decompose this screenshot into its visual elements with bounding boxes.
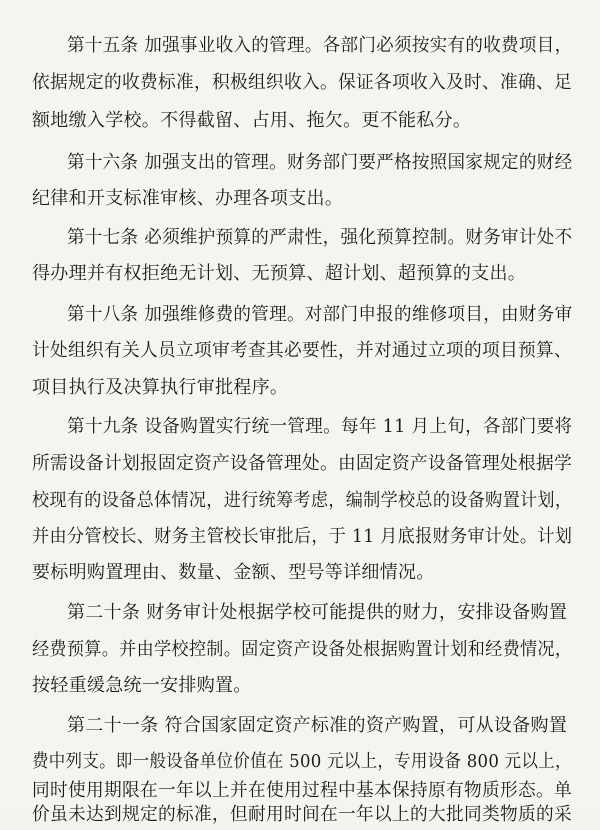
p15-line-3: 额地缴入学校。不得截留、占用、拖欠。更不能私分。 xyxy=(32,110,472,131)
p18-line-2: 计处组织有关人员立项审考查其必要性，并对通过立项的项目预算、 xyxy=(32,340,572,361)
p15-line-1: 第十五条 加强事业收入的管理。各部门必须按实有的收费项目， xyxy=(67,35,573,56)
p21-line-4: 价虽未达到规定的标准，但耐用时间在一年以上的大批同类物质的采 xyxy=(32,804,572,825)
p20-line-3: 按轻重缓急统一安排购置。 xyxy=(32,675,252,696)
p21-line-2: 费中列支。即一般设备单位价值在 500 元以上，专用设备 800 元以上， xyxy=(32,751,572,772)
p19-line-5: 要标明购置理由、数量、金额、型号等详细情况。 xyxy=(32,562,435,583)
p19-line-2: 所需设备计划报固定资产设备管理处。由固定资产设备管理处根据学 xyxy=(32,453,572,474)
p19-line-3: 校现有的设备总体情况，进行统筹考虑，编制学校总的设备购置计划， xyxy=(32,490,573,511)
p19-line-4: 并由分管校长、财务主管校长审批后，于 11 月底报财务审计处。计划 xyxy=(32,526,573,547)
p20-line-1: 第二十条 财务审计处根据学校可能提供的财力，安排设备购置 xyxy=(67,602,568,623)
p15-line-2: 依据规定的收费标准，积极组织收入。保证各项收入及时、准确、足 xyxy=(32,72,572,93)
p16-line-2: 纪律和开支标准审核、办理各项支出。 xyxy=(32,188,344,209)
p16-line-1: 第十六条 加强支出的管理。财务部门要严格按照国家规定的财经 xyxy=(67,152,573,173)
p17-line-2: 得办理并有权拒绝无计划、无预算、超计划、超预算的支出。 xyxy=(32,263,527,284)
p21-line-1: 第二十一条 符合国家固定资产标准的资产购置，可从设备购置 xyxy=(67,715,568,736)
p21-line-3: 同时使用期限在一年以上并在使用过程中基本保持原有物质形态。单 xyxy=(32,780,572,801)
p18-line-3: 项目执行及决算执行审批程序。 xyxy=(32,377,289,398)
p19-line-1: 第十九条 设备购置实行统一管理。每年 11 月上旬，各部门要将 xyxy=(67,416,573,437)
p17-line-1: 第十七条 必须维护预算的严肃性，强化预算控制。财务审计处不 xyxy=(67,227,573,248)
p18-line-1: 第十八条 加强维修费的管理。对部门申报的维修项目，由财务审 xyxy=(67,304,573,325)
p20-line-2: 经费预算。并由学校控制。固定资产设备处根据购置计划和经费情况， xyxy=(32,639,573,660)
